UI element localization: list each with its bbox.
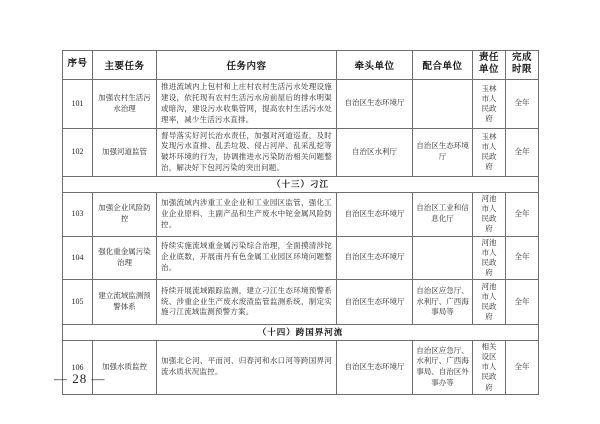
cell-task: 建立流域监测预警体系 <box>93 280 157 325</box>
column-header-lead <box>337 51 413 80</box>
column-header-seq <box>63 51 93 80</box>
cell-support: 自治区生态环境厅 <box>413 128 473 177</box>
cell-lead: 自治区生态环境厅 <box>337 193 413 237</box>
cell-support: 自治区应急厅、水利厅、广西海事局、自治区外事办等 <box>413 341 473 395</box>
section-row <box>63 325 539 341</box>
cell-content: 推进流域内上包村和上庄村农村生活污水处理设施建设，依托现有农村生活污水房前屋后的排水明渠或暗沟，建设污水收集管网，提高农村生活污水处理率，减少生活污水直排。 <box>157 80 337 129</box>
cell-content: 加强流域内涉重工业企业和工业园区监管，强化工业企业原料、主副产品和生产废水中铊金属风险防控。 <box>157 193 337 237</box>
cell-task: 加强河道监管 <box>93 128 157 177</box>
cell-seq: 101 <box>63 80 93 129</box>
cell-seq: 106 <box>63 341 93 395</box>
cell-deadline: 全年 <box>506 280 539 325</box>
cell-support: 自治区工业和信息化厅 <box>413 193 473 237</box>
cell-responsible: 玉林市人民政府 <box>473 128 506 177</box>
column-header-label: 完成时限 <box>511 53 532 75</box>
column-header-label: 牵头单位 <box>354 62 395 72</box>
cell-seq: 104 <box>63 236 93 280</box>
cell-content: 持续开展流域跟踪监测，建立刁江生态环境预警系统、涉重企业生产废水废渣监管监测系统，制定实施刁江流域监测预警方案。 <box>157 280 337 325</box>
column-header-content <box>157 51 337 80</box>
cell-deadline: 全年 <box>506 236 539 280</box>
cell-responsible: 河池市人民政府 <box>473 193 506 237</box>
table-row <box>63 80 539 129</box>
column-header-support <box>413 51 473 80</box>
column-header-label: 任务内容 <box>226 62 267 72</box>
cell-seq: 103 <box>63 193 93 237</box>
table-row <box>63 341 539 395</box>
cell-support <box>413 236 473 280</box>
table-row <box>63 280 539 325</box>
cell-task: 加强企业风险防控 <box>93 193 157 237</box>
cell-deadline: 全年 <box>506 341 539 395</box>
cell-content: 督导落实好河长治水责任，加强对河道巡查，及时发现污水直排、乱丢垃圾、侵占河岸、乱采乱挖等破坏环境的行为，协调推进水污染防治相关问题整治，解决好下包河污染的突出问题。 <box>157 128 337 177</box>
task-table <box>62 50 539 395</box>
cell-lead: 自治区生态环境厅 <box>337 280 413 325</box>
cell-lead: 自治区生态环境厅 <box>337 236 413 280</box>
column-header-label: 序号 <box>67 59 88 70</box>
header-row <box>63 51 539 80</box>
column-header-deadline <box>506 51 539 80</box>
cell-responsible: 河池市人民政府 <box>473 280 506 325</box>
section-row <box>63 177 539 193</box>
section-label: （十四）跨国界河流 <box>63 325 539 341</box>
cell-lead: 自治区生态环境厅 <box>337 80 413 129</box>
table-row <box>63 236 539 280</box>
table-row <box>63 193 539 237</box>
column-header-label: 主要任务 <box>104 62 145 72</box>
cell-lead: 自治区生态环境厅 <box>337 341 413 395</box>
cell-lead: 自治区水利厅 <box>337 128 413 177</box>
column-header-label: 配合单位 <box>422 62 463 72</box>
cell-task: 强化重金属污染治理 <box>93 236 157 280</box>
cell-support: 自治区应急厅、水利厅、广西海事局等 <box>413 280 473 325</box>
cell-deadline: 全年 <box>506 193 539 237</box>
cell-responsible: 河池市人民政府 <box>473 236 506 280</box>
column-header-responsible <box>473 51 506 80</box>
page-number: — 28 — <box>54 371 106 386</box>
cell-deadline: 全年 <box>506 128 539 177</box>
cell-content: 持续实施流域重金属污染综合治理，全面摸清涉铊企业底数，开展南丹有色金属工业园区环境问题整治。 <box>157 236 337 280</box>
cell-task: 加强农村生活污水治理 <box>93 80 157 129</box>
cell-responsible: 相关设区市人民政府 <box>473 341 506 395</box>
cell-task: 加强水质监控 <box>93 341 157 395</box>
table-header <box>63 51 539 80</box>
cell-deadline: 全年 <box>506 80 539 129</box>
column-header-task <box>93 51 157 80</box>
table-row <box>63 128 539 177</box>
section-label: （十三）刁江 <box>63 177 539 193</box>
column-header-label: 责任单位 <box>478 53 499 75</box>
table-body <box>63 80 539 395</box>
cell-seq: 105 <box>63 280 93 325</box>
cell-content: 加强北仑河、平而河、归春河和水口河等跨国界河流水质状况监控。 <box>157 341 337 395</box>
cell-seq: 102 <box>63 128 93 177</box>
cell-responsible: 玉林市人民政府 <box>473 80 506 129</box>
cell-support <box>413 80 473 129</box>
